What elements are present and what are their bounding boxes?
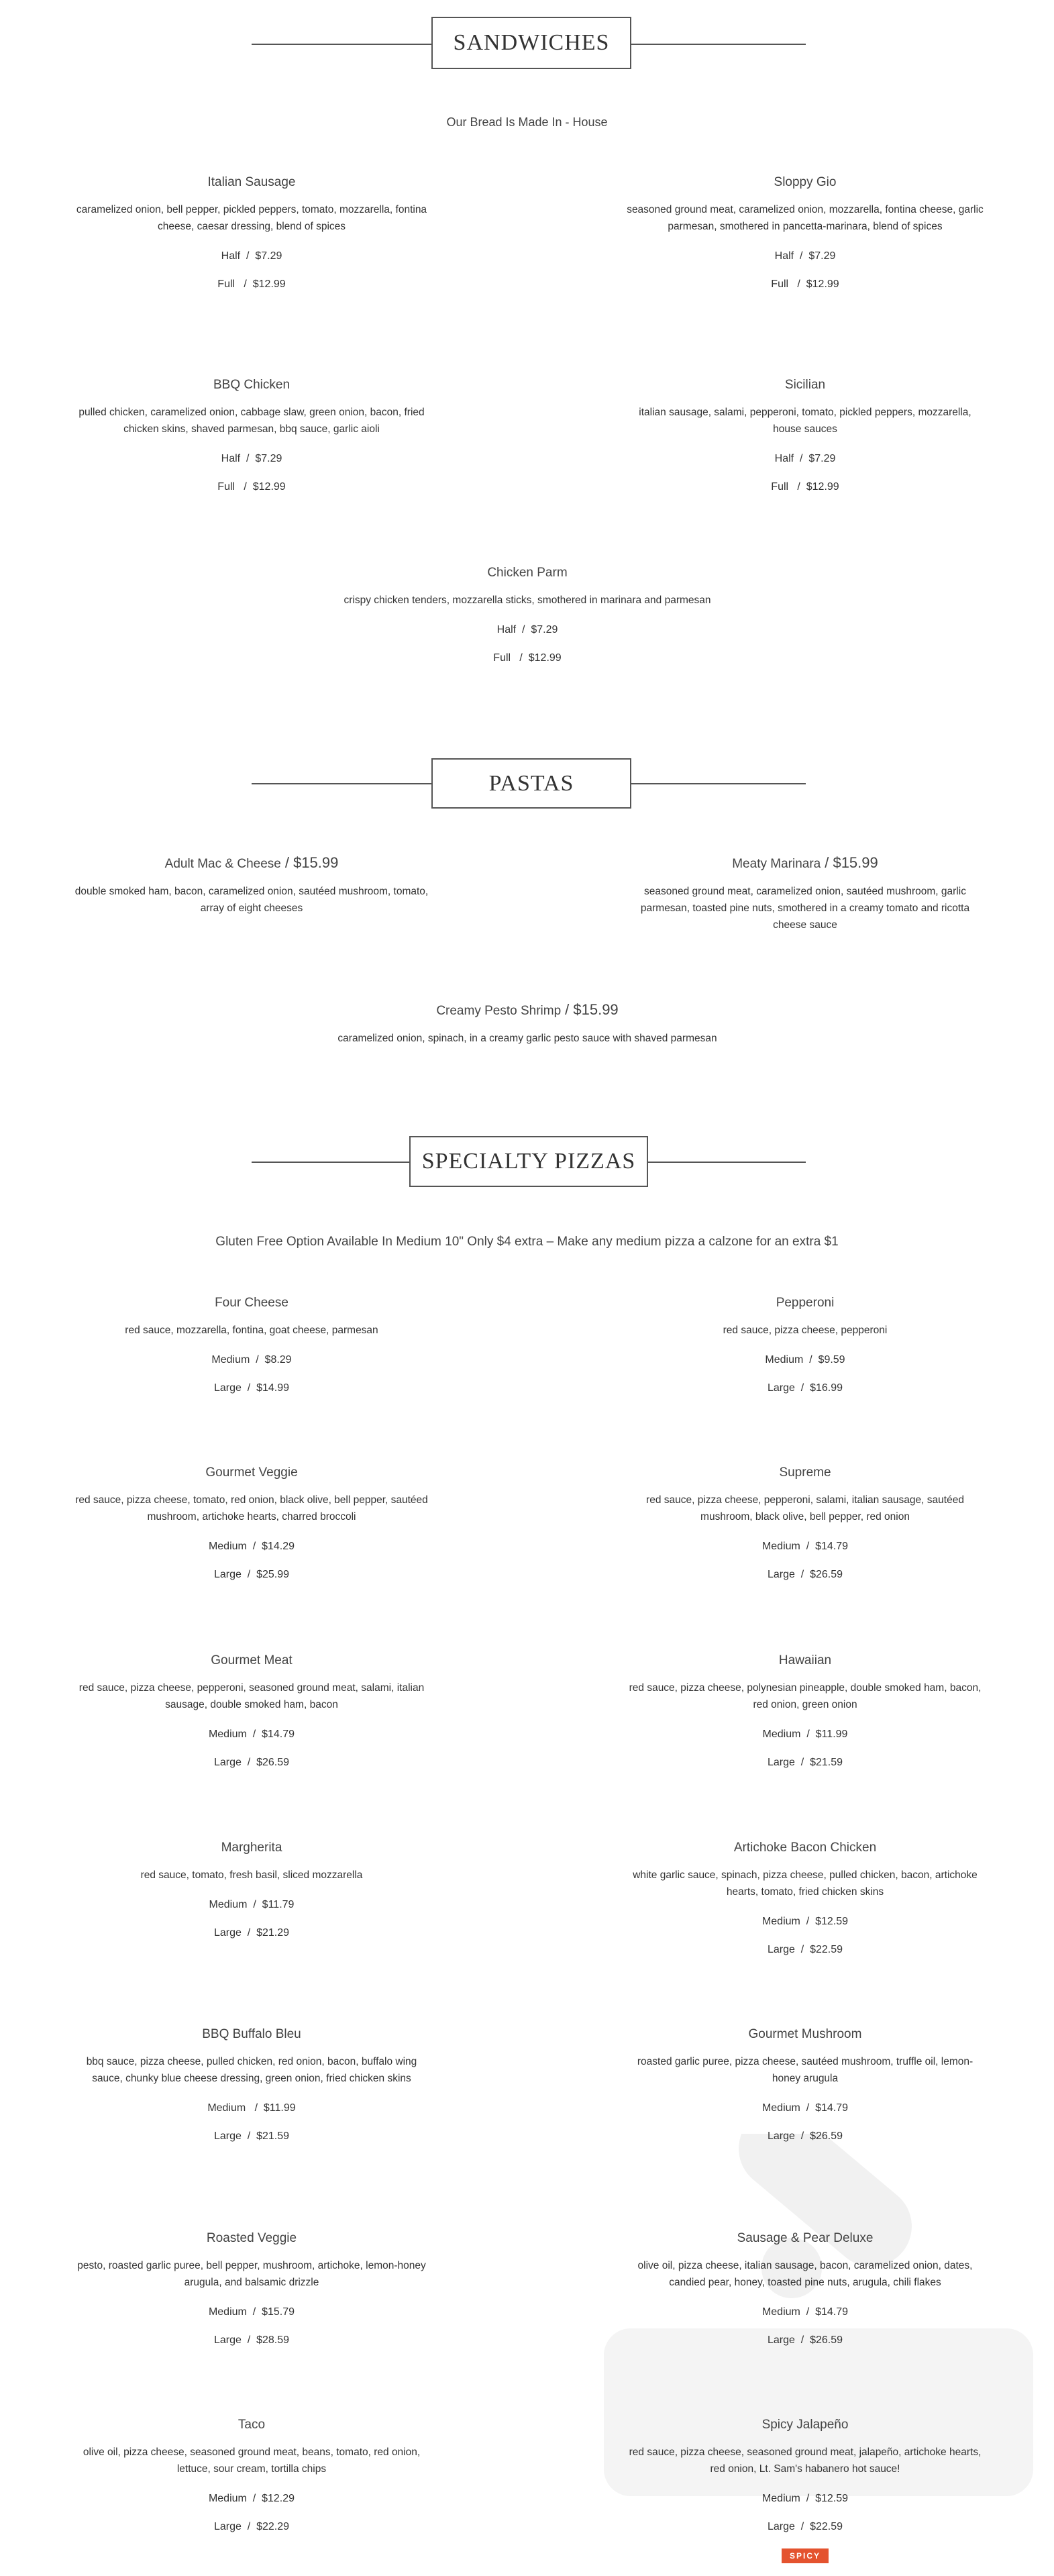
item-title — [70, 2230, 433, 2247]
item-name: BBQ Chicken — [213, 378, 291, 392]
item-name: Chicken Parm — [487, 566, 568, 580]
menu-item — [624, 1840, 986, 1970]
item-name: Margherita — [221, 1841, 282, 1855]
item-price: Medium / $14.29 — [208, 1541, 295, 1552]
item-description: seasoned ground meat, caramelized onion, mozzarella, fontina cheese, garlic parmesan, smothered in pancetta-marinara, blend of spices — [627, 204, 984, 232]
item-price: Half / $7.29 — [221, 453, 282, 464]
item-price: Large / $28.59 — [213, 2334, 290, 2346]
item-name: Pepperoni — [776, 1296, 835, 1310]
menu-item — [70, 2417, 433, 2547]
item-description: pesto, roasted garlic puree, bell pepper, mushroom, artichoke, lemon-honey arugula, and balsamic drizzle — [77, 2260, 426, 2288]
item-description: roasted garlic puree, pizza cheese, sautéed mushroom, truffle oil, lemon-honey arugula — [637, 2056, 973, 2084]
item-description: white garlic sauce, spinach, pizza cheese, pulled chicken, bacon, artichoke hearts, tomato, fried chicken skins — [633, 1869, 978, 1898]
item-price: Half / $7.29 — [496, 624, 558, 635]
item-description: red sauce, tomato, fresh basil, sliced mozzarella — [140, 1869, 363, 1881]
item-price: Full / $12.99 — [771, 278, 839, 290]
item-price: Large / $21.59 — [213, 2130, 290, 2142]
item-description: double smoked ham, bacon, caramelized onion, sautéed mushroom, tomato, array of eight cheeses — [74, 886, 429, 914]
item-name: Taco — [238, 2418, 266, 2432]
menu-item — [70, 2026, 433, 2157]
item-title — [624, 174, 986, 191]
item-title — [624, 1840, 986, 1856]
item-description: red sauce, pizza cheese, pepperoni, seasoned ground meat, salami, italian sausage, double smoked ham, bacon — [78, 1682, 425, 1710]
item-title — [624, 1653, 986, 1669]
menu-item — [624, 377, 986, 507]
item-title — [70, 1465, 433, 1481]
item-description: red sauce, pizza cheese, pepperoni, salami, italian sausage, sautéed mushroom, black olive, bell pepper, red onion — [646, 1494, 964, 1523]
item-price: Medium / $14.79 — [761, 1541, 849, 1552]
menu-item — [70, 1653, 433, 1783]
menu-item — [624, 2026, 986, 2157]
item-name: Supreme — [779, 1465, 831, 1480]
item-price: Large / $26.59 — [767, 1569, 843, 1580]
item-title — [624, 377, 986, 393]
item-title — [624, 1465, 986, 1481]
item-price: Large / $26.59 — [767, 2130, 843, 2142]
item-price: Medium / $14.79 — [761, 2102, 849, 2114]
item-name: Four Cheese — [215, 1296, 288, 1310]
item-name: Sicilian — [784, 378, 826, 392]
item-title — [70, 1295, 433, 1311]
item-price: Half / $7.29 — [774, 453, 836, 464]
item-price: Full / $12.99 — [217, 278, 286, 290]
item-price: Large / $25.99 — [213, 1569, 290, 1580]
item-price: Medium / $9.59 — [765, 1354, 845, 1366]
item-title — [624, 2026, 986, 2043]
item-name: Gourmet Meat — [211, 1653, 293, 1667]
item-description: red sauce, pizza cheese, polynesian pineapple, double smoked ham, bacon, red onion, green onion — [629, 1682, 982, 1710]
item-title — [70, 377, 433, 393]
item-price: Medium / $8.29 — [211, 1354, 292, 1366]
item-description: olive oil, pizza cheese, seasoned ground meat, beans, tomato, red onion, lettuce, sour cream, tortilla chips — [83, 2446, 421, 2475]
item-price: / $15.99 — [284, 854, 339, 871]
item-description: caramelized onion, spinach, in a creamy garlic pesto sauce with shaved parmesan — [337, 1033, 717, 1044]
menu-item — [624, 855, 986, 947]
item-name: Roasted Veggie — [206, 2231, 297, 2245]
item-price: Medium / $12.29 — [208, 2493, 295, 2504]
item-title — [70, 855, 433, 872]
item-name: Italian Sausage — [207, 175, 296, 189]
menu-item — [70, 1465, 433, 1595]
menu-item — [624, 1465, 986, 1595]
item-title — [624, 2230, 986, 2247]
item-title — [624, 1295, 986, 1311]
menu-item — [624, 174, 986, 305]
item-price: Medium / $14.79 — [208, 1729, 295, 1740]
item-price: Large / $16.99 — [767, 1382, 843, 1394]
menu-item — [70, 1840, 433, 1953]
section-heading-sandwiches: SANDWICHES — [431, 17, 631, 69]
item-title — [70, 1840, 433, 1856]
pizza-note: Gluten Free Option Available In Medium 10" Only $4 extra – Make any medium pizza a calzone for an extra $1 — [215, 1235, 839, 1249]
item-title — [70, 2417, 433, 2433]
item-name: Hawaiian — [778, 1653, 832, 1667]
item-title — [624, 855, 986, 872]
item-title — [70, 174, 433, 191]
item-price: / $15.99 — [565, 1001, 619, 1018]
item-title — [225, 565, 829, 581]
item-price: Medium / $11.99 — [207, 2102, 296, 2114]
menu-item — [624, 2417, 986, 2563]
menu-item — [225, 565, 829, 678]
item-name: Spicy Jalapeño — [761, 2418, 849, 2432]
item-description: red sauce, pizza cheese, seasoned ground meat, jalapeño, artichoke hearts, red onion, Lt. Sam's habanero hot sauce! — [629, 2446, 982, 2475]
item-price: Half / $7.29 — [774, 250, 836, 262]
menu-item — [70, 2230, 433, 2361]
item-price: Full / $12.99 — [771, 481, 839, 493]
item-price: Large / $26.59 — [213, 1757, 290, 1768]
item-title — [624, 2417, 986, 2433]
item-description: red sauce, pizza cheese, pepperoni — [723, 1325, 888, 1336]
item-price: Full / $12.99 — [217, 481, 286, 493]
item-price: Medium / $12.59 — [761, 2493, 849, 2504]
item-price: Medium / $15.79 — [208, 2306, 295, 2318]
item-price: Large / $21.59 — [767, 1757, 843, 1768]
item-price: Half / $7.29 — [221, 250, 282, 262]
spicy-badge: SPICY — [782, 2548, 829, 2563]
item-price: Medium / $11.79 — [209, 1899, 295, 1910]
item-description: seasoned ground meat, caramelized onion, sautéed mushroom, garlic parmesan, toasted pine nuts, smothered in a creamy tomato and ricotta cheese sauce — [640, 886, 970, 931]
item-price: Medium / $11.99 — [762, 1729, 848, 1740]
item-price: Large / $22.29 — [213, 2521, 290, 2532]
menu-item — [624, 1653, 986, 1783]
menu-item — [70, 174, 433, 305]
item-description: olive oil, pizza cheese, italian sausage, bacon, caramelized onion, dates, candied pear, honey, toasted pine nuts, arugula, chili flakes — [637, 2260, 973, 2288]
sandwiches-note: Our Bread Is Made In - House — [446, 115, 608, 129]
menu-item — [624, 1295, 986, 1408]
item-title — [70, 2026, 433, 2043]
item-description: pulled chicken, caramelized onion, cabbage slaw, green onion, bacon, fried chicken skins, shaved parmesan, bbq sauce, garlic aioli — [78, 407, 425, 435]
section-heading-pastas: PASTAS — [431, 758, 631, 809]
item-description: caramelized onion, bell pepper, pickled peppers, tomato, mozzarella, fontina cheese, caesar dressing, blend of spices — [76, 204, 427, 232]
item-price: Full / $12.99 — [493, 652, 562, 664]
menu-item — [70, 855, 433, 930]
item-price: / $15.99 — [825, 854, 878, 871]
item-description: bbq sauce, pizza cheese, pulled chicken, red onion, bacon, buffalo wing sauce, chunky blue cheese dressing, green onion, fried chicken skins — [86, 2056, 417, 2084]
item-name: Gourmet Veggie — [205, 1465, 298, 1480]
menu-item — [70, 1295, 433, 1408]
item-price: Large / $22.59 — [767, 2521, 843, 2532]
item-description: red sauce, mozzarella, fontina, goat cheese, parmesan — [125, 1325, 378, 1336]
item-description: italian sausage, salami, pepperoni, tomato, pickled peppers, mozzarella, house sauces — [639, 407, 971, 435]
item-price: Large / $21.29 — [213, 1927, 290, 1939]
item-description: red sauce, pizza cheese, tomato, red onion, black olive, bell pepper, sautéed mushroom, artichoke hearts, charred broccoli — [75, 1494, 428, 1523]
item-price: Large / $22.59 — [767, 1944, 843, 1955]
item-title — [225, 1002, 829, 1019]
item-title — [70, 1653, 433, 1669]
menu-item — [70, 377, 433, 507]
item-name: Meaty Marinara — [732, 857, 821, 871]
item-name: Sausage & Pear Deluxe — [737, 2231, 874, 2245]
menu-item — [624, 2230, 986, 2361]
item-price: Large / $14.99 — [213, 1382, 290, 1394]
item-price: Medium / $12.59 — [761, 1916, 849, 1927]
section-heading-specialty-pizzas: SPECIALTY PIZZAS — [409, 1136, 648, 1187]
menu-item — [225, 1002, 829, 1060]
item-name: BBQ Buffalo Bleu — [202, 2027, 301, 2041]
item-name: Adult Mac & Cheese — [164, 857, 281, 871]
item-name: Gourmet Mushroom — [748, 2027, 862, 2041]
item-description: crispy chicken tenders, mozzarella sticks, smothered in marinara and parmesan — [344, 595, 711, 606]
item-name: Creamy Pesto Shrimp — [436, 1004, 562, 1018]
item-name: Sloppy Gio — [774, 175, 837, 189]
item-name: Artichoke Bacon Chicken — [733, 1841, 877, 1855]
item-price: Large / $26.59 — [767, 2334, 843, 2346]
item-price: Medium / $14.79 — [761, 2306, 849, 2318]
